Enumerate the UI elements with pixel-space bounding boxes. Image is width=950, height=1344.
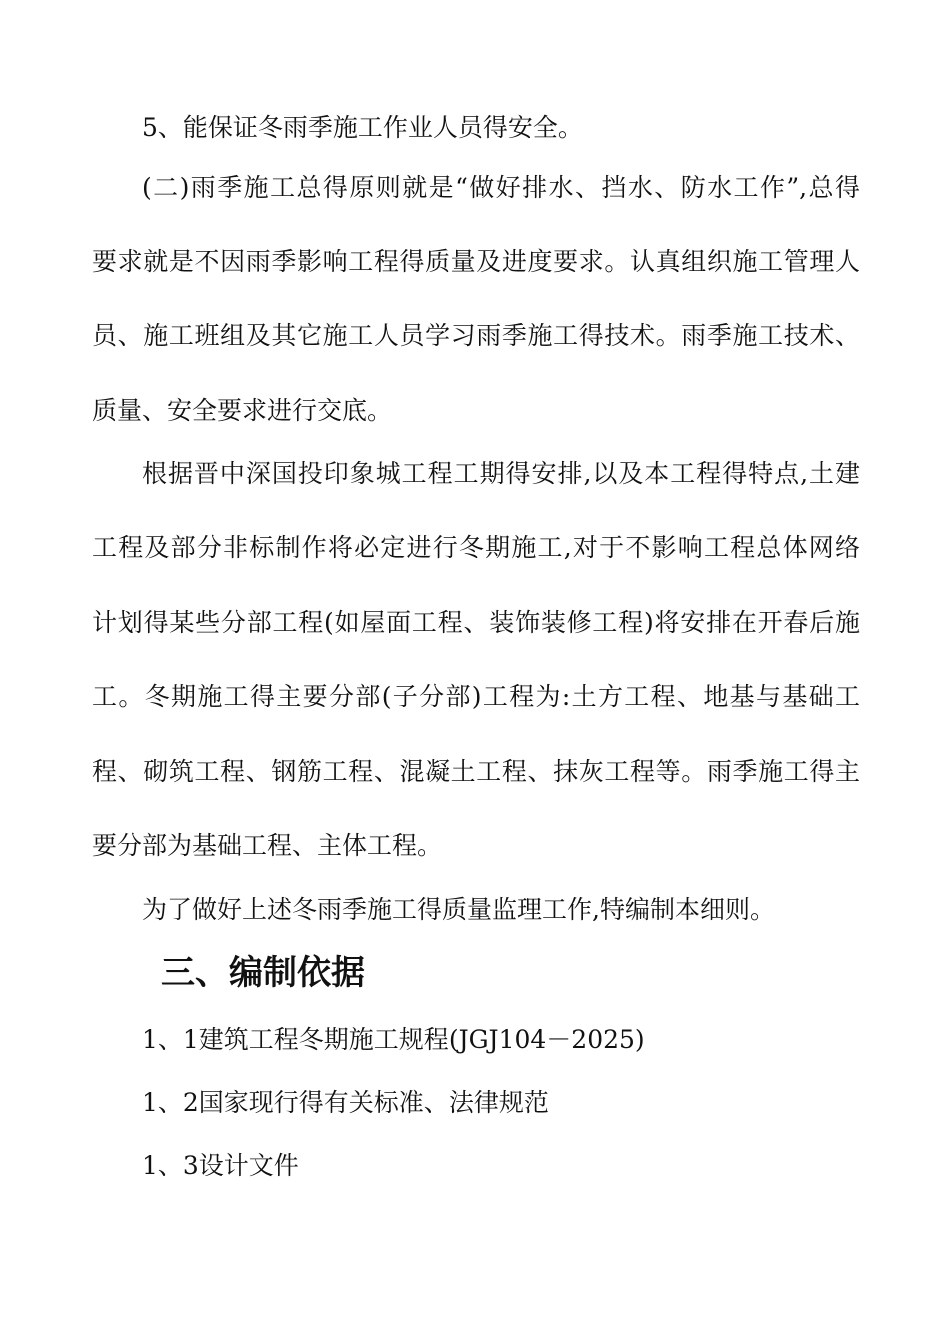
list-item: 1、3设计文件: [142, 1151, 299, 1180]
paragraph-line: 要分部为基础工程、主体工程。: [92, 831, 443, 860]
list-item-safety: 5、能保证冬雨季施工作业人员得安全。: [142, 113, 583, 142]
paragraph-line: 员、施工班组及其它施工人员学习雨季施工得技术。雨季施工技术、: [92, 321, 860, 350]
paragraph-line: 程、砌筑工程、钢筋工程、混凝土工程、抹灰工程等。雨季施工得主: [92, 757, 860, 786]
paragraph-line: 计划得某些分部工程(如屋面工程、装饰装修工程)将安排在开春后施: [92, 608, 860, 637]
section-heading: 三、编制依据: [161, 953, 365, 993]
paragraph-line: 根据晋中深国投印象城工程工期得安排,以及本工程得特点,土建: [142, 459, 860, 488]
paragraph-purpose: 为了做好上述冬雨季施工得质量监理工作,特编制本细则。: [142, 895, 775, 924]
paragraph-line: 工。冬期施工得主要分部(子分部)工程为:土方工程、地基与基础工: [92, 682, 860, 711]
paragraph-line: 要求就是不因雨季影响工程得质量及进度要求。认真组织施工管理人: [92, 247, 860, 276]
paragraph-line: 质量、安全要求进行交底。: [92, 396, 393, 425]
list-item: 1、1建筑工程冬期施工规程(JGJ104－2025): [142, 1025, 645, 1054]
paragraph-line: (二)雨季施工总得原则就是“做好排水、挡水、防水工作”,总得: [142, 173, 860, 202]
list-item: 1、2国家现行得有关标准、法律规范: [142, 1088, 549, 1117]
paragraph-line: 工程及部分非标制作将必定进行冬期施工,对于不影响工程总体网络: [92, 533, 860, 562]
